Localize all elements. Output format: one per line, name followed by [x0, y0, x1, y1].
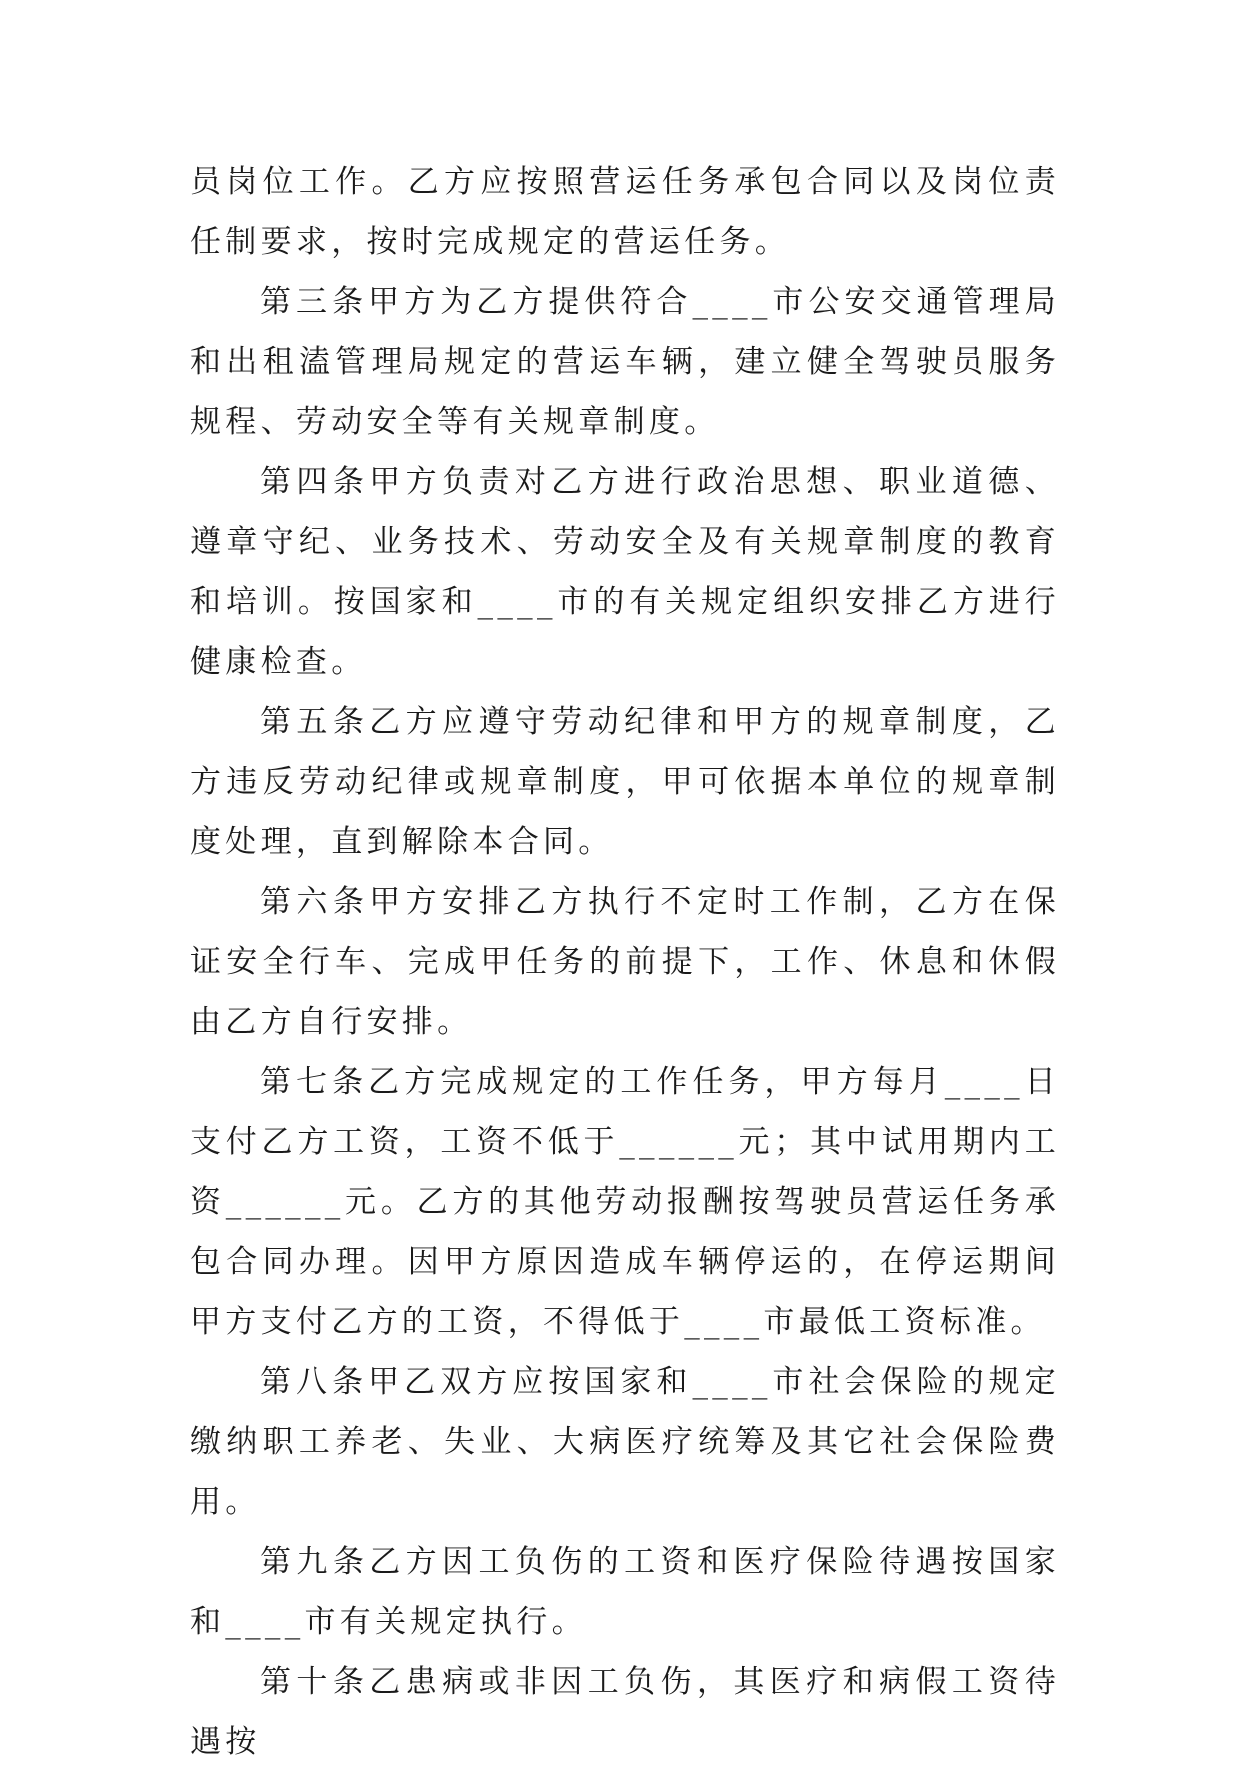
paragraph-article-10: 第十条乙患病或非因工负伤，其医疗和病假工资待遇按 [190, 1664, 1060, 1760]
paragraph-article-6: 第六条甲方安排乙方执行不定时工作制，乙方在保证安全行车、完成甲任务的前提下，工作、休息和休假由乙方自行安排。 [190, 884, 1060, 1040]
paragraph-continuation: 员岗位工作。乙方应按照营运任务承包合同以及岗位责任制要求，按时完成规定的营运任务。 [190, 164, 1060, 260]
paragraph-article-8: 第八条甲乙双方应按国家和____市社会保险的规定缴纳职工养老、失业、大病医疗统筹及其它社会保险费用。 [190, 1364, 1060, 1520]
paragraph-article-9: 第九条乙方因工负伤的工资和医疗保险待遇按国家和____市有关规定执行。 [190, 1544, 1060, 1640]
document-body [190, 152, 1060, 1772]
paragraph-article-7: 第七条乙方完成规定的工作任务，甲方每月____日支付乙方工资，工资不低于______元；其中试用期内工资______元。乙方的其他劳动报酬按驾驶员营运任务承包合同办理。因甲方原因造成车辆停运的，在停运期间甲方支付乙方的工资，不得低于____市最低工资标准。 [190, 1064, 1060, 1340]
paragraph-article-3: 第三条甲方为乙方提供符合____市公安交通管理局和出租溘管理局规定的营运车辆，建立健全驾驶员服务规程、劳动安全等有关规章制度。 [190, 284, 1060, 440]
paragraph-article-4: 第四条甲方负责对乙方进行政治思想、职业道德、遵章守纪、业务技术、劳动安全及有关规章制度的教育和培训。按国家和____市的有关规定组织安排乙方进行健康检查。 [190, 464, 1060, 680]
paragraph-article-5: 第五条乙方应遵守劳动纪律和甲方的规章制度，乙方违反劳动纪律或规章制度，甲可依据本单位的规章制度处理，直到解除本合同。 [190, 704, 1060, 860]
